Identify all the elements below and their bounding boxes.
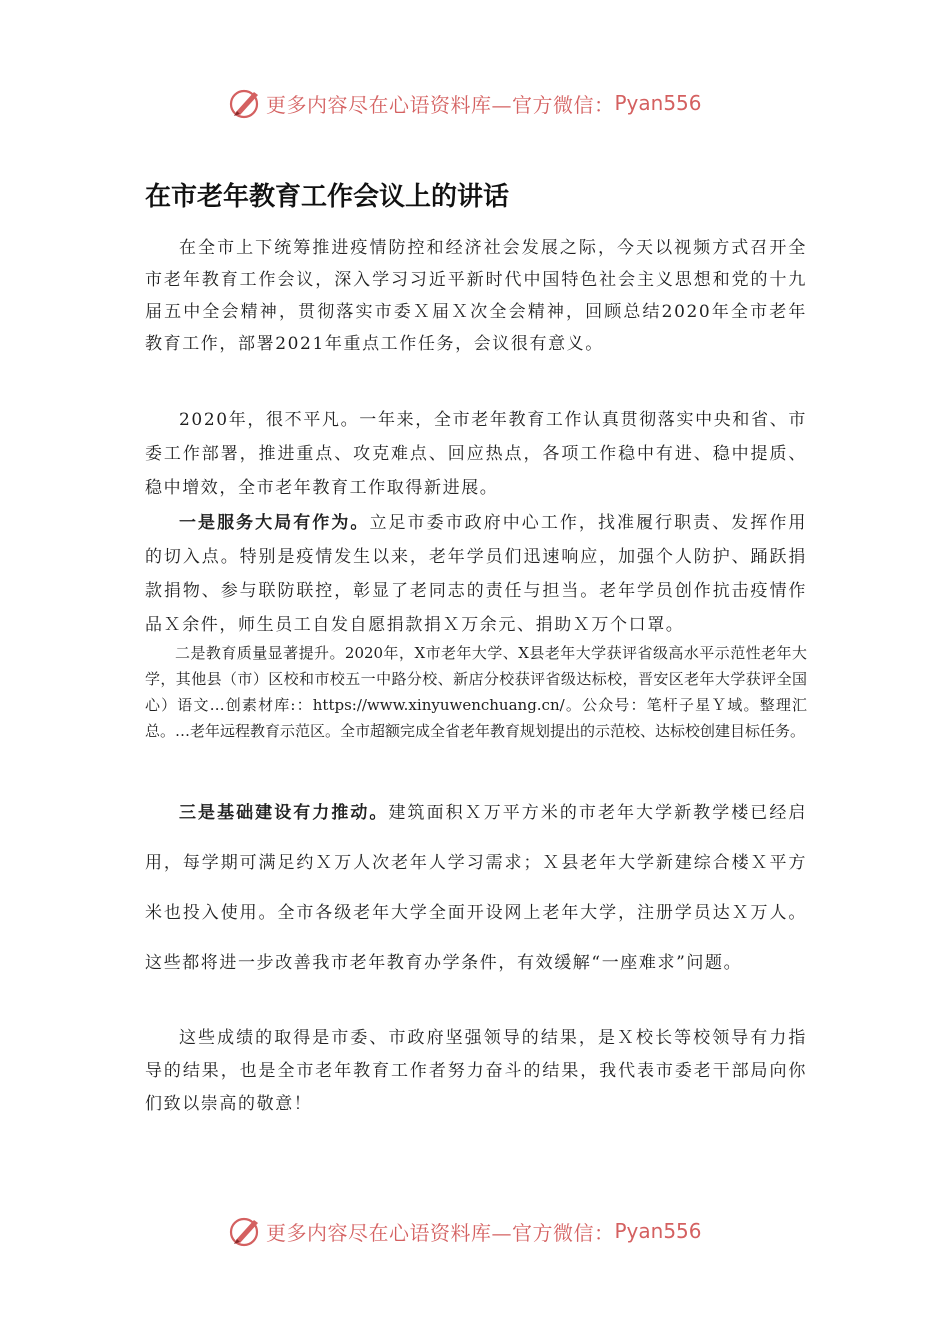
- point-one-body: 立足市委市政府中心工作，找准履行职责、发挥作用的切入点。特别是疫情发生以来，老年学员们迅速响应，加强个人防护、踊跃捐款捐物、参与联防联控，彰显了老同志的责任与担当。老年学员创作抗击疫情作品Ｘ余件，师生员工自发自愿捐款捐Ｘ万余元、捐助Ｘ万个口罩。: [145, 513, 807, 635]
- paragraph-point-three: [145, 788, 807, 988]
- paragraph-year-review: 2020年，很不平凡。一年来，全市老年教育工作认真贯彻落实中央和省、市委工作部署，推进重点、攻克难点、回应热点，各项工作稳中有进、稳中提质、稳中增效，全市老年教育工作取得新进展。: [145, 410, 807, 498]
- header-banner: [228, 83, 702, 123]
- point-one-heading: 一是服务大局有作为。: [179, 513, 370, 533]
- footer-banner: [228, 1211, 702, 1251]
- footer-wechat-id: Pyan556: [614, 1219, 702, 1243]
- paragraph-point-two: 二是教育质量显著提升。2020年，X市老年大学、X县老年大学获评省级高水平示范性老年大学，其他县（市）区校和市校五一中路分校、新店分校获评省级达标校，晋安区老年大学获评全国心）语文…创素材库:：https://www.xinyuwenchuang.cn/。公众号：笔杆子星Ｙ域。整理汇总。…老年远程教育示范区。全市超额完成全省老年教育规划提出的示范校、达标校创建目标任务。: [145, 644, 807, 740]
- page-title: 在市老年教育工作会议上的讲话: [145, 182, 510, 212]
- header-banner-text: 更多内容尽在心语资料库—官方微信：: [266, 92, 615, 117]
- paragraph-closing: 这些成绩的取得是市委、市政府坚强领导的结果，是Ｘ校长等校领导有力指导的结果，也是全市老年教育工作者努力奋斗的结果，我代表市委老干部局向你们致以崇高的敬意！: [145, 1028, 807, 1114]
- point-three-heading: 三是基础建设有力推动。: [179, 803, 389, 823]
- point-three-body: 建筑面积Ｘ万平方米的市老年大学新教学楼已经启用，每学期可满足约Ｘ万人次老年人学习需求；Ｘ县老年大学新建综合楼Ｘ平方米也投入使用。全市各级老年大学全面开设网上老年大学，注册学员达Ｘ万人。这些都将进一步改善我市老年教育办学条件，有效缓解“一座难求”问题。: [145, 803, 807, 973]
- paragraph-intro: 在全市上下统筹推进疫情防控和经济社会发展之际，今天以视频方式召开全市老年教育工作会议，深入学习习近平新时代中国特色社会主义思想和党的十九届五中全会精神，贯彻落实市委Ｘ届Ｘ次全会精神，回顾总结2020年全市老年教育工作，部署2021年重点工作任务，会议很有意义。: [145, 238, 807, 354]
- footer-banner-text: 更多内容尽在心语资料库—官方微信：: [266, 1220, 615, 1245]
- paragraph-point-one: [145, 506, 807, 642]
- header-wechat-id: Pyan556: [614, 91, 702, 115]
- pen-logo-icon: [228, 86, 262, 120]
- pen-logo-icon: [228, 1214, 262, 1248]
